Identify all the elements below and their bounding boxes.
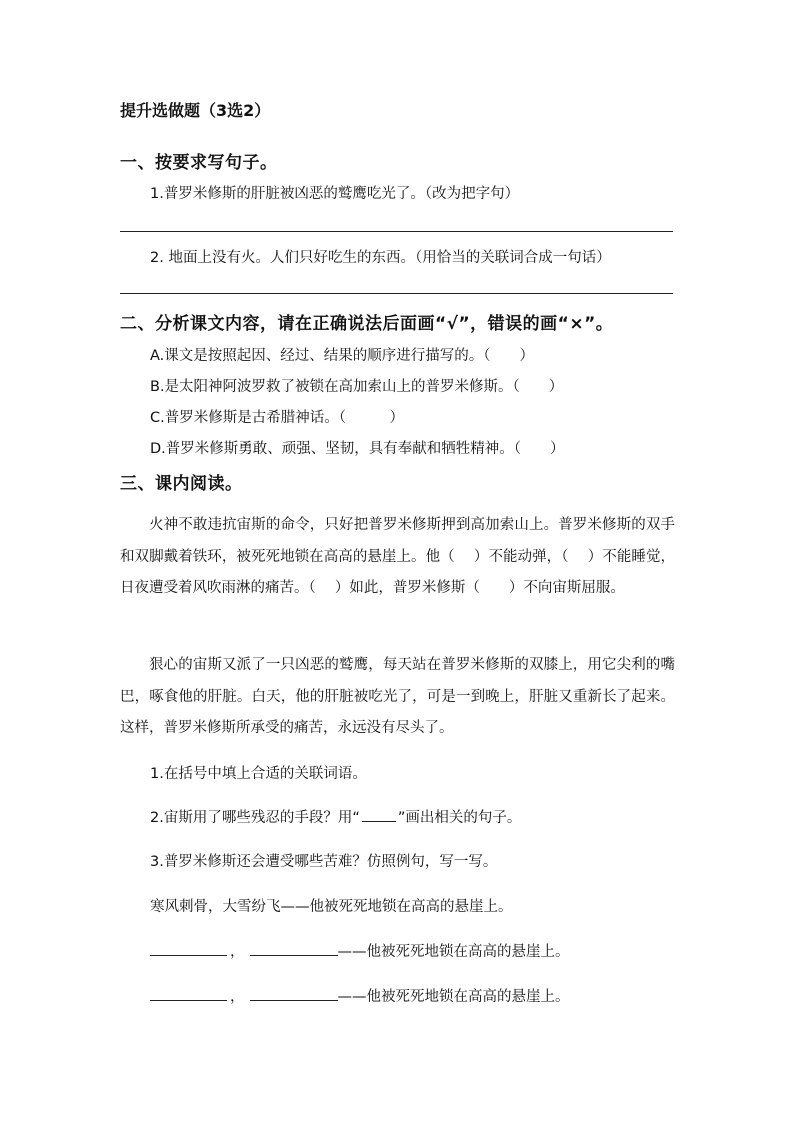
fill-sentence-suffix: ——他被死死地锁在高高的悬崖上。 bbox=[337, 989, 570, 1005]
judge-item-a[interactable]: A.课文是按照起因、经过、结果的顺序进行描写的。（ ） bbox=[150, 348, 535, 364]
fill-sentence-suffix: ——他被死死地锁在高高的悬崖上。 bbox=[337, 944, 570, 960]
judge-item-c[interactable]: C.普罗米修斯是古希腊神话。（ ） bbox=[150, 410, 404, 426]
judge-item-d[interactable]: D.普罗米修斯勇敢、顽强、坚韧，具有奉献和牺牲精神。（ ） bbox=[150, 441, 565, 457]
example-sentence: 寒风刺骨，大雪纷飞——他被死死地锁在高高的悬崖上。 bbox=[150, 899, 513, 915]
question-2-text-before: 2.宙斯用了哪些残忍的手段？用“ bbox=[150, 810, 360, 826]
judge-item-b[interactable]: B.是太阳神阿波罗救了被锁在高加索山上的普罗米修斯。（ ） bbox=[150, 379, 564, 395]
question-2-text-after: ”画出相关的句子。 bbox=[397, 810, 522, 826]
fill-blank-2a[interactable] bbox=[150, 986, 227, 1001]
comma: ， bbox=[230, 944, 245, 960]
reading-paragraph-2: 狠心的宙斯又派了一只凶恶的鹫鹰，每天站在普罗米修斯的双膝上，用它尖利的嘴巴，啄食他的肝脏。白天，他的肝脏被吃光了，可是一到晚上，肝脏又重新长了起来。这样，普罗米修斯所承受的痛苦，永远没有尽头了。 bbox=[120, 657, 675, 736]
worksheet-title: 提升选做题（3选2） bbox=[120, 101, 271, 120]
fill-blank-1a[interactable] bbox=[150, 941, 227, 956]
section-1-heading: 一、按要求写句子。 bbox=[120, 153, 278, 173]
reading-question-1: 1.在括号中填上合适的关联词语。 bbox=[150, 766, 367, 782]
answer-line-1[interactable] bbox=[120, 231, 673, 232]
comma: ， bbox=[230, 989, 245, 1005]
fill-blank-1b[interactable] bbox=[250, 941, 338, 956]
fill-sentence-1 bbox=[150, 940, 570, 961]
fill-sentence-2 bbox=[150, 985, 570, 1006]
answer-line-2[interactable] bbox=[120, 293, 673, 294]
fill-blank-2b[interactable] bbox=[250, 986, 338, 1001]
reading-question-2 bbox=[150, 806, 521, 827]
section-1-question-2: 2. 地面上没有火。人们只好吃生的东西。（用恰当的关联词合成一句话） bbox=[150, 250, 611, 266]
section-2-heading: 二、分析课文内容，请在正确说法后面画“√”，错误的画“×”。 bbox=[120, 314, 614, 334]
reading-paragraph-1: 火神不敢违抗宙斯的命令，只好把普罗米修斯押到高加索山上。普罗米修斯的双手和双脚戴着铁环，被死死地锁在高高的悬崖上。他（ ）不能动弹，（ ）不能睡觉，日夜遭受着风吹雨淋的痛苦。（ ）如此，普罗米修斯（ ）不向宙斯屈服。 bbox=[120, 517, 675, 596]
reading-question-3: 3.普罗米修斯还会遭受哪些苦难？仿照例句，写一写。 bbox=[150, 854, 498, 870]
section-1-question-1: 1.普罗米修斯的肝脏被凶恶的鹫鹰吃光了。（改为把字句） bbox=[150, 186, 520, 202]
section-3-heading: 三、课内阅读。 bbox=[120, 474, 243, 494]
underline-sample bbox=[362, 807, 396, 822]
